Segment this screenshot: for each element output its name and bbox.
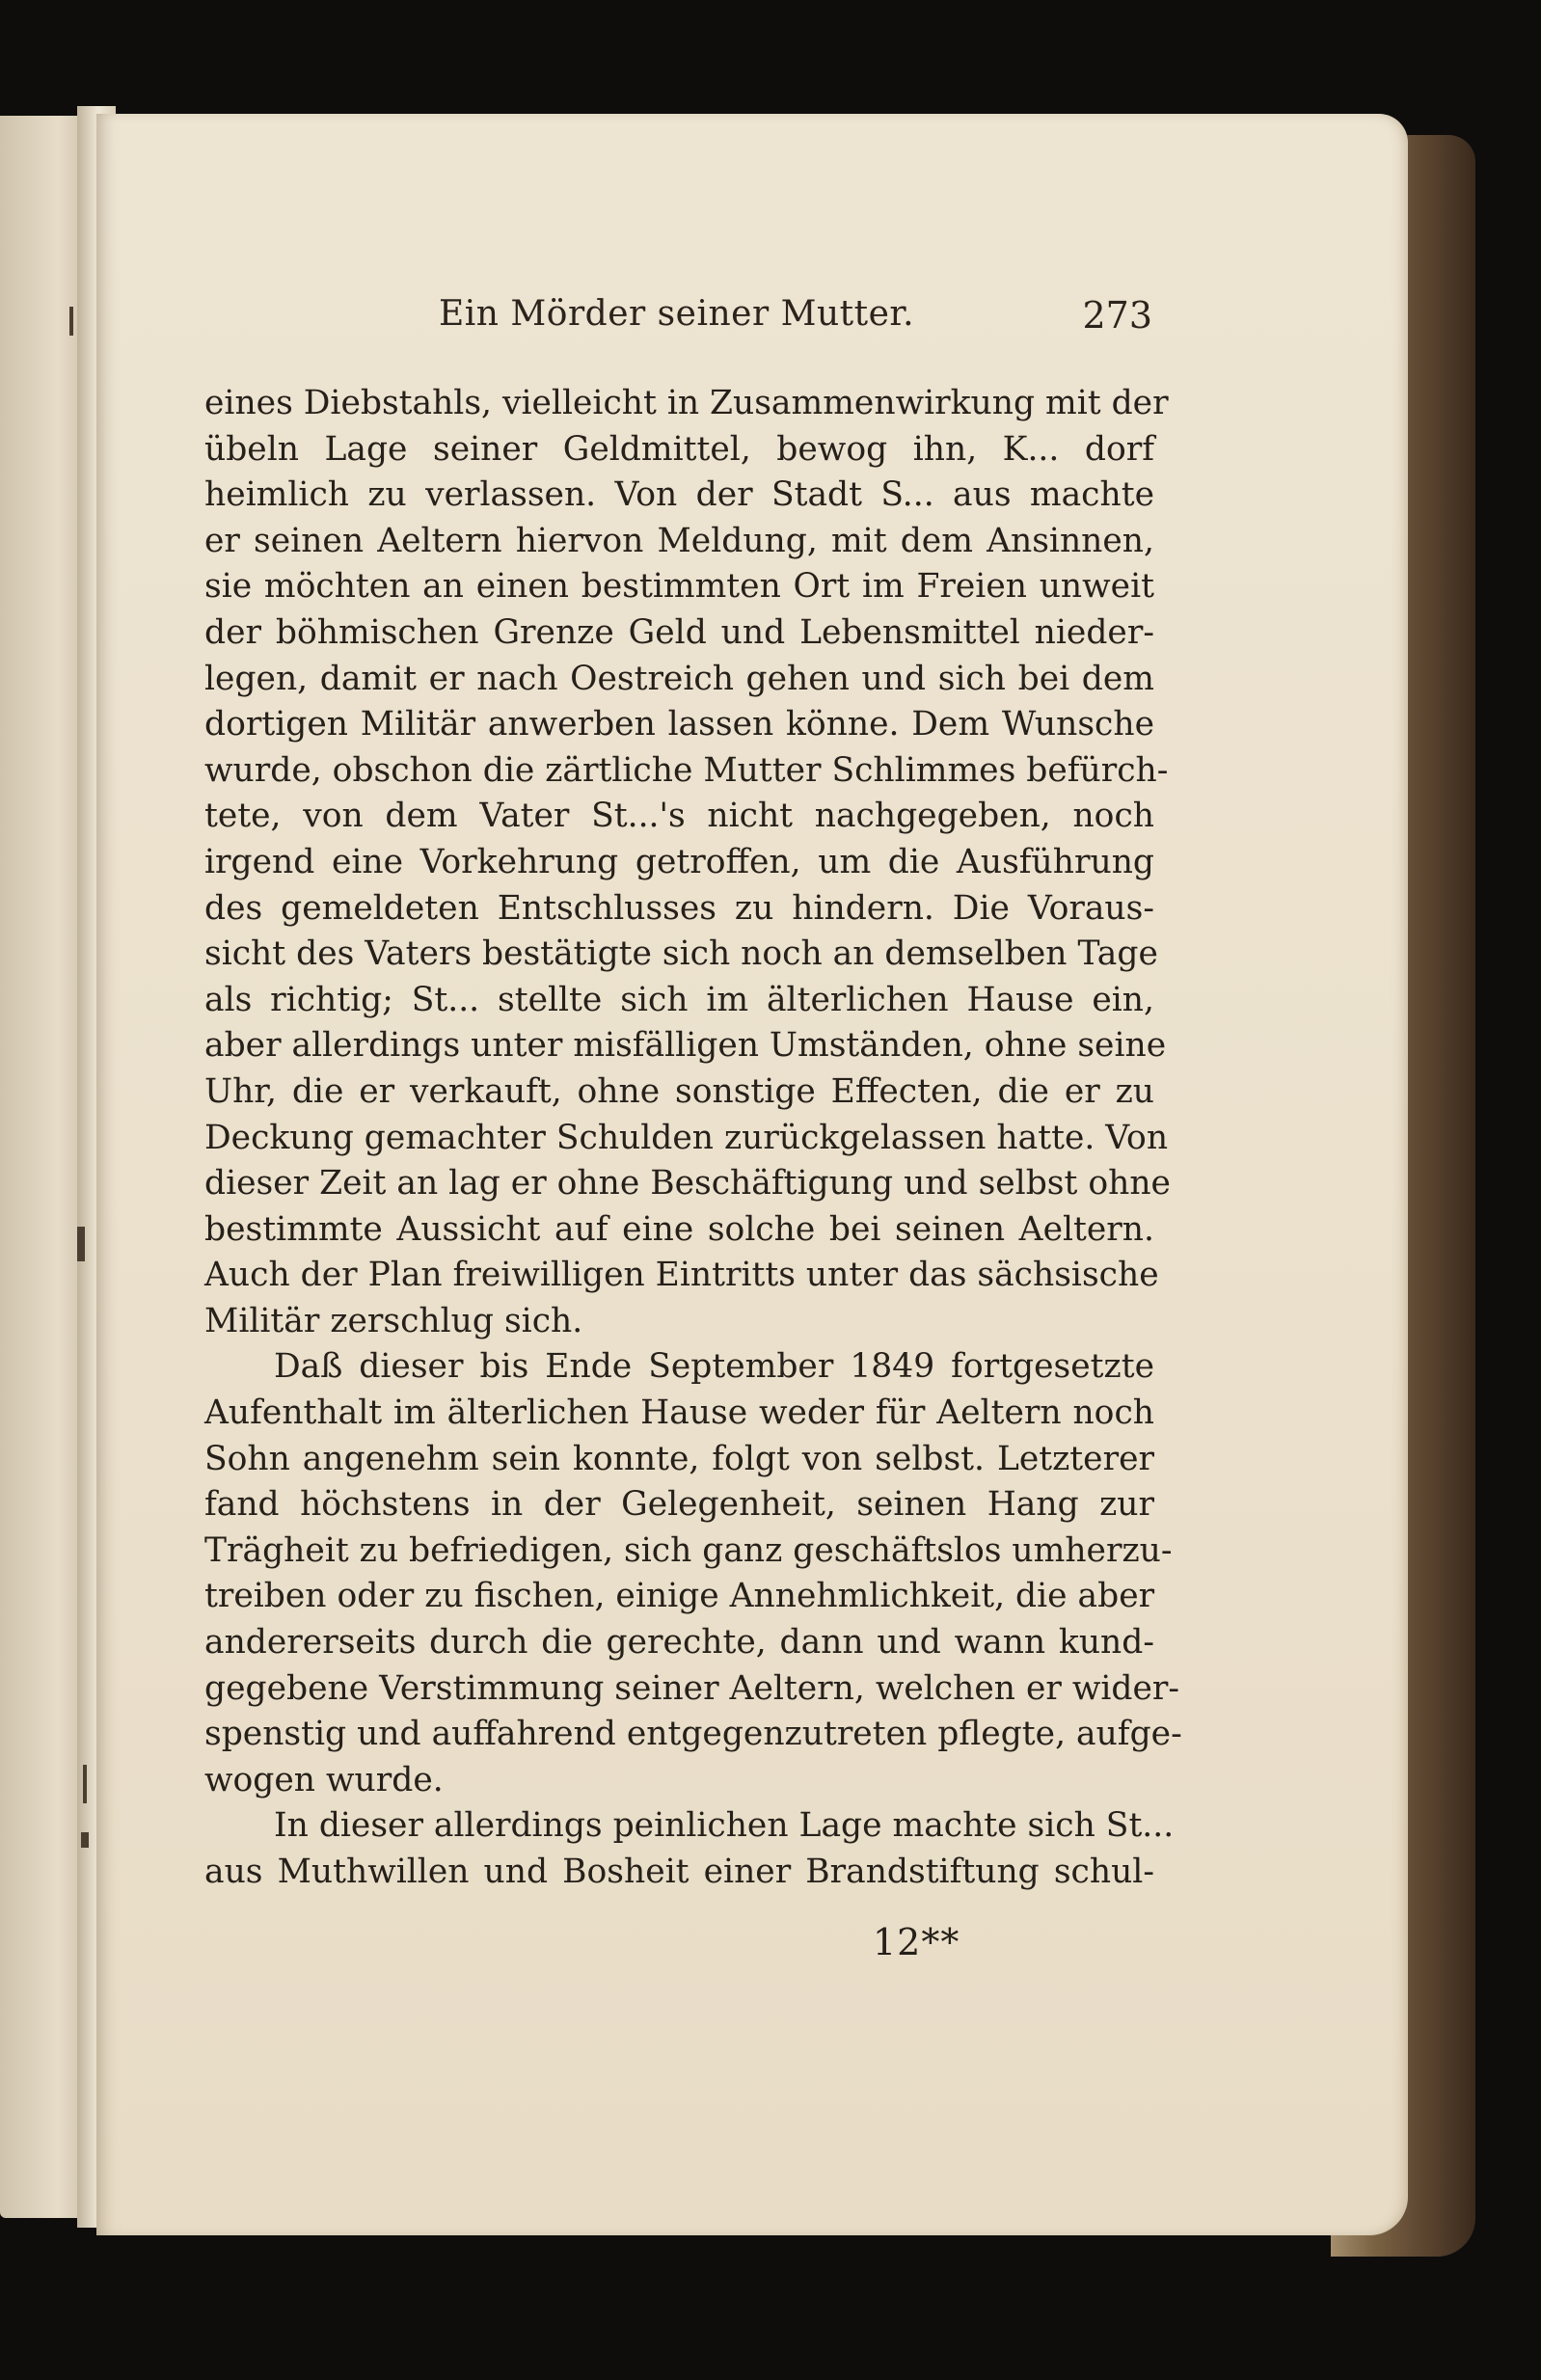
text-line: als richtig; St... stellte sich im älterlichen Hause ein,: [204, 980, 1154, 1019]
text-line: aus Muthwillen und Bosheit einer Brandstiftung schul-: [204, 1853, 1154, 1891]
text-line: aber allerdings unter misfälligen Umständen, ohne seine: [204, 1026, 1167, 1066]
text-line: wurde, obschon die zärtliche Mutter Schlimmes befürch-: [204, 750, 1169, 790]
text-line: Deckung gemachter Schulden zurückgelassen hatte. Von: [204, 1118, 1169, 1157]
text-line: fand höchstens in der Gelegenheit, seinen Hang zur: [204, 1485, 1154, 1525]
page-number: 273: [1082, 294, 1152, 337]
margin-mark: [81, 1832, 89, 1848]
page-header: [439, 294, 1152, 352]
text-line: andererseits durch die gerechte, dann und wann kund-: [204, 1623, 1154, 1663]
text-line: Sohn angenehm sein konnte, folgt von selbst. Letzterer: [204, 1439, 1154, 1478]
text-line: bestimmte Aussicht auf eine solche bei seinen Aeltern.: [204, 1209, 1154, 1249]
text-line: irgend eine Vorkehrung getroffen, um die Ausführung: [204, 842, 1154, 881]
text-line: der böhmischen Grenze Geld und Lebensmittel nieder-: [204, 612, 1154, 652]
text-line: Auch der Plan freiwilligen Eintritts unter das sächsische: [204, 1256, 1159, 1295]
text-line: tete, von dem Vater St...'s nicht nachgegeben, noch: [204, 797, 1154, 836]
text-line: dortigen Militär anwerben lassen könne. Dem Wunsche: [204, 705, 1154, 744]
body-text: [204, 381, 1182, 1896]
margin-mark: [69, 307, 73, 336]
text-line: heimlich zu verlassen. Von der Stadt S... aus machte: [204, 475, 1154, 515]
text-line: sie möchten an einen bestimmten Ort im Freien unweit: [204, 567, 1154, 607]
margin-mark: [83, 1765, 87, 1803]
text-line: Trägheit zu befriedigen, sich ganz geschäftslos umherzu-: [204, 1530, 1173, 1570]
text-line: übeln Lage seiner Geldmittel, bewog ihn, K... dorf: [204, 429, 1154, 469]
text-line: eines Diebstahls, vielleicht in Zusammenwirkung mit der: [204, 384, 1169, 422]
text-line: Militär zerschlug sich.: [204, 1301, 583, 1340]
text-line: sicht des Vaters bestätigte sich noch an demselben Tage: [204, 934, 1158, 974]
text-line: legen, damit er nach Oestreich gehen und sich bei dem: [204, 659, 1154, 698]
text-line: wogen wurde.: [204, 1760, 444, 1799]
margin-mark: [77, 1227, 85, 1261]
text-line: spenstig und auffahrend entgegenzutreten pflegte, aufge-: [204, 1715, 1182, 1754]
text-line: dieser Zeit an lag er ohne Beschäftigung und selbst ohne: [204, 1164, 1171, 1204]
text-line: In dieser allerdings peinlichen Lage machte sich St...: [274, 1806, 1175, 1846]
text-line: gegebene Verstimmung seiner Aeltern, welchen er wider-: [204, 1668, 1180, 1708]
text-line: Aufenthalt im älterlichen Hause weder für Aeltern noch: [204, 1393, 1154, 1433]
signature-mark: 12**: [873, 1921, 960, 1963]
text-line: Daß dieser bis Ende September 1849 fortgesetzte: [274, 1347, 1154, 1387]
text-line: Uhr, die er verkauft, ohne sonstige Effecten, die er zu: [204, 1071, 1154, 1111]
text-line: treiben oder zu fischen, einige Annehmlichkeit, die aber: [204, 1577, 1155, 1616]
text-line: des gemeldeten Entschlusses zu hindern. Die Voraus-: [204, 888, 1154, 928]
text-line: er seinen Aeltern hiervon Meldung, mit dem Ansinnen,: [204, 521, 1154, 560]
running-title: Ein Mörder seiner Mutter.: [439, 294, 915, 334]
